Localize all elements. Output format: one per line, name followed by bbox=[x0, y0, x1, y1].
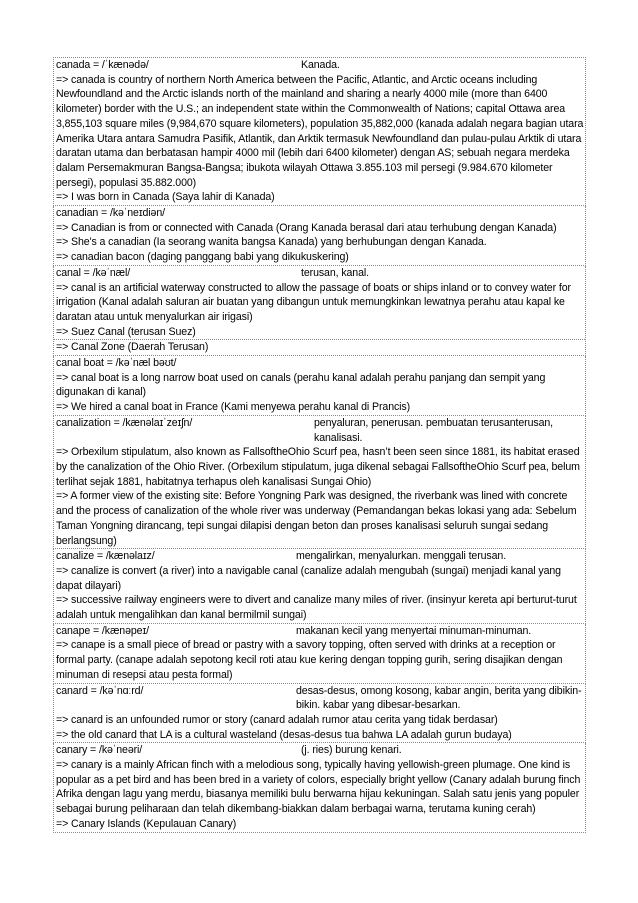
headword: canary = /kəˈneəri/ bbox=[56, 744, 143, 757]
example-line: => canary is a mainly African finch with a melodious song, typically having yellowish-green plumage. One kind is popular as a pet bird and has been bred in a variety of colors, especially bright yellow (Canary adalah burung finch Afrika dengan lagu yang merdu, biasanya memiliki bulu berwarna hijau kekuningan. Salah satu jenis yang populer sebagai burung peliharaan dan telah dikembang-biakkan dalam berbagai warna, terutama kuning cerah) bbox=[56, 759, 581, 816]
entry-canadian bbox=[53, 206, 586, 266]
example-line: => successive railway engineers were to divert and canalize many miles of river. (insinyur kereta api berturut-turut adalah untuk mengalihkan dan kanal bermilmil sungai) bbox=[56, 594, 577, 622]
entry-canalization bbox=[53, 416, 586, 549]
translation: makanan kecil yang menyertai minuman-minuman. bbox=[296, 624, 532, 637]
headword: canard = /kəˈnɑːrd/ bbox=[56, 684, 144, 697]
entry-header bbox=[56, 58, 585, 73]
translation: terusan, kanal. bbox=[301, 266, 369, 279]
example-line: => Canadian is from or connected with Canada (Orang Kanada berasal dari atau terhubung dengan Kanada) bbox=[56, 221, 557, 234]
entry-canard bbox=[53, 684, 586, 744]
entry-canal-boat bbox=[53, 356, 586, 416]
example-line: => Canal Zone (Daerah Terusan) bbox=[54, 339, 585, 355]
example-line: => canadian bacon (daging panggang babi yang dikukuskering) bbox=[56, 251, 349, 264]
translation: desas-desus, omong kosong, kabar angin, berita yang dibikin-bikin. kabar yang dibesar-besarkan. bbox=[296, 684, 582, 712]
example-line: => A former view of the existing site: Before Yongning Park was designed, the riverbank was lined with concrete and the process of canalization of the whole river was underway (Pemandangan bekas lokasi yang ada: Sebelum Taman Yongning dirancang, tepi sungai dilapisi dengan beton dan proses kanalisasi seluruh sungai sedang berlangsung) bbox=[56, 490, 577, 547]
example-line: => canape is a small piece of bread or pastry with a savory topping, often served with drinks at a reception or formal party. (canape adalah sepotong kecil roti atau kue kering dengan topping gurih, sering disajikan dengan minuman di resepsi atau pesta formal) bbox=[56, 639, 563, 681]
example-line: => She's a canadian (Ia seorang wanita bangsa Kanada) yang berhubungan dengan Kanada. bbox=[56, 236, 487, 249]
example-line: => We hired a canal boat in France (Kami menyewa perahu kanal di Prancis) bbox=[56, 401, 411, 414]
headword: canape = /kænəpeɪ/ bbox=[56, 624, 149, 637]
translation: mengalirkan, menyalurkan. menggali terusan. bbox=[296, 550, 507, 563]
example-line: => the old canard that LA is a cultural wasteland (desas-desus tua bahwa LA adalah gurun budaya) bbox=[56, 728, 512, 741]
entry-canalize bbox=[53, 549, 586, 624]
example-line: => Suez Canal (terusan Suez) bbox=[56, 325, 196, 338]
entry-canada bbox=[53, 57, 586, 206]
headword: canal = /kəˈnæl/ bbox=[56, 266, 131, 279]
example-line: => canard is an unfounded rumor or story (canard adalah rumor atau cerita yang tidak berdasar) bbox=[56, 713, 498, 726]
translation: (j. ries) burung kenari. bbox=[301, 744, 402, 757]
entry-header bbox=[56, 743, 585, 758]
example-line: => canada is country of northern North America between the Pacific, Atlantic, and Arctic oceans including Newfoundland and the Arctic islands north of the mainland and sharing a nearly 4000 mile (more than 6400 kilometer) border with the U.S.; an independent state within the Commonwealth of Nations; capital Ottawa area 3,855,103 square miles (9,984,670 square kilometers), population 35,882,000 (kanada adalah negara bagian utara Amerika Utara antara Samudra Pasifik, Atlantik, dan Arktik termasuk Newfoundland dan pulau-pulau Arktik di utara daratan utama dan berbatasan hampir 4000 mil (lebih dari 6400 kilometer) dengan AS; sebuah negara merdeka dalam Persemakmuran Bangsa-Bangsa; ibukota wilayah Ottawa 3.855.103 mil persegi (9.984.670 kilometer persegi), populasi 35.882.000) bbox=[56, 73, 584, 189]
dictionary-page bbox=[53, 57, 586, 833]
example-line: => Orbexilum stipulatum, also known as FallsoftheOhio Scurf pea, hasn’t been seen since 1881, its habitat erased by the canalization of the Ohio River. (Orbexilum stipulatum, juga dikenal sebagai FallsoftheOhio Scurf pea, belum terlihat sejak 1881, habitatnya terhapus oleh kanalisasi Sungai Ohio) bbox=[56, 446, 580, 488]
example-line: => canalize is convert (a river) into a navigable canal (canalize adalah mengubah (sungai) menjadi kanal yang dapat dilayari) bbox=[56, 564, 561, 592]
entry-header bbox=[56, 266, 585, 281]
entry-canary bbox=[53, 743, 586, 832]
entry-header bbox=[56, 356, 585, 371]
headword: canalization = /kænəlaɪˈzeɪʃn/ bbox=[56, 416, 193, 429]
entry-header bbox=[56, 416, 585, 445]
translation: Kanada. bbox=[301, 59, 340, 71]
headword: canadian = /kəˈneɪdiən/ bbox=[56, 207, 165, 220]
entry-header bbox=[56, 684, 585, 713]
entry-canape bbox=[53, 624, 586, 684]
headword: canalize = /kænəlaɪz/ bbox=[56, 550, 155, 563]
entry-header bbox=[56, 206, 585, 221]
headword: canada = /ˈkænədə/ bbox=[56, 59, 149, 71]
example-line: => canal boat is a long narrow boat used on canals (perahu kanal adalah perahu panjang dan sempit yang digunakan di kanal) bbox=[56, 371, 546, 399]
example-line: => Canary Islands (Kepulauan Canary) bbox=[56, 817, 237, 830]
entry-header bbox=[56, 624, 585, 639]
example-line: => I was born in Canada (Saya lahir di Kanada) bbox=[56, 191, 275, 204]
example-line: => canal is an artificial waterway constructed to allow the passage of boats or ships inland or to convey water for irrigation (Kanal adalah saluran air buatan yang dibangun untuk memungkinkan lewatnya perahu atau kapal ke daratan atau untuk menyalurkan air irigasi) bbox=[56, 281, 571, 323]
headword: canal boat = /kəˈnæl bəʊt/ bbox=[56, 357, 177, 370]
entry-canal bbox=[53, 266, 586, 356]
translation: penyaluran, penerusan. pembuatan terusanterusan, kanalisasi. bbox=[314, 416, 554, 444]
entry-header bbox=[56, 549, 585, 564]
